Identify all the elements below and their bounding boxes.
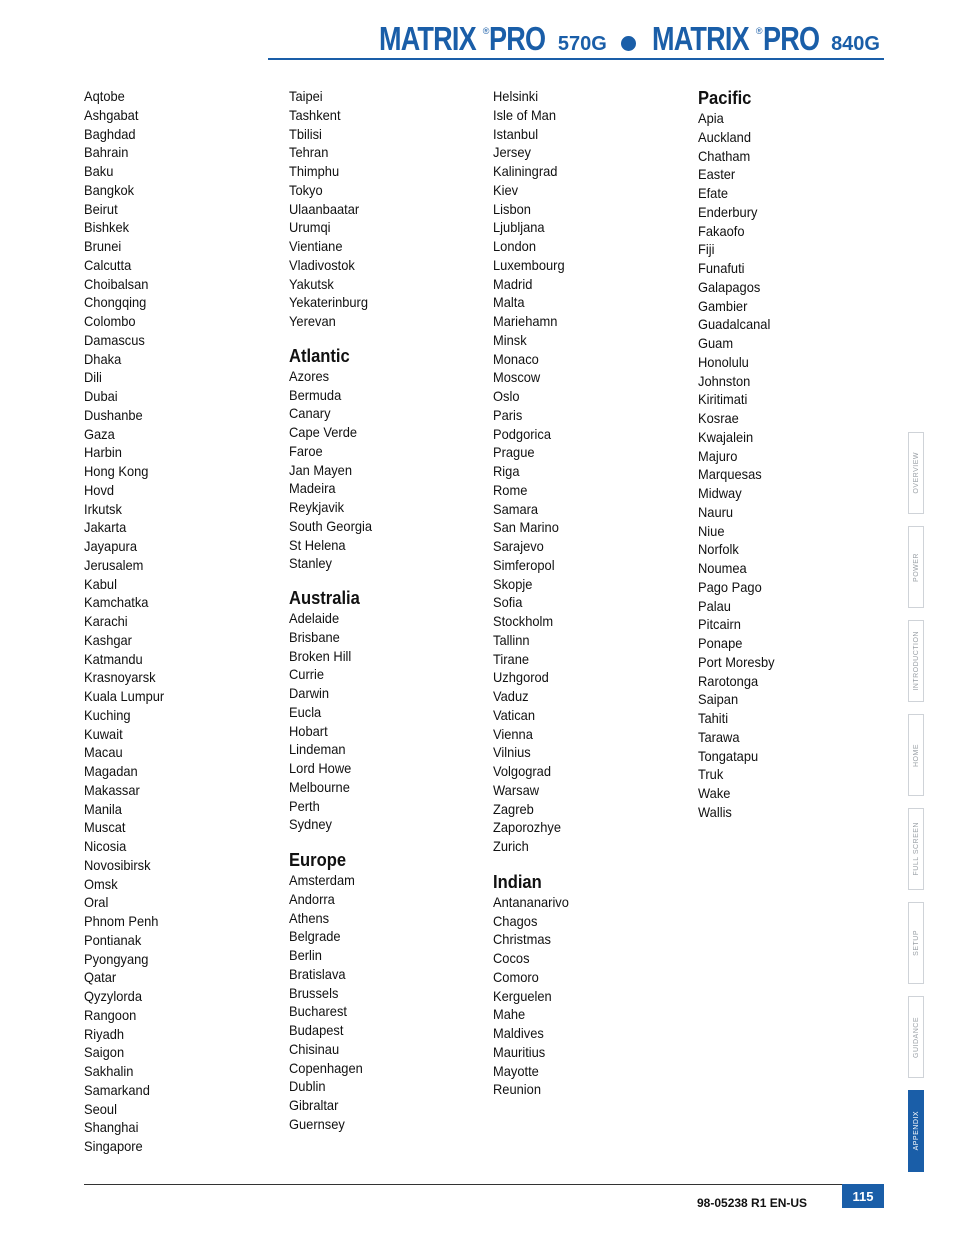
tab-full-screen[interactable] [908, 808, 924, 890]
bullet-icon [621, 36, 636, 51]
footer-divider [84, 1184, 884, 1185]
list-item: Taipei [289, 88, 323, 104]
list-item: Efate [698, 185, 729, 201]
list-item: Manila [84, 800, 122, 817]
list-item: Sydney [289, 816, 332, 833]
list-item: Thimphu [289, 163, 340, 179]
page-header [268, 18, 884, 60]
list-item: Tbilisi [289, 125, 322, 142]
list-item: Wallis [698, 803, 732, 820]
tab-label: SETUP [912, 930, 920, 956]
list-item: Enderbury [698, 203, 758, 220]
list-item: Sarajevo [493, 538, 544, 554]
list-item: Cape Verde [289, 424, 358, 440]
list-item: Kwajalein [698, 428, 754, 445]
list-item: Port Moresby [698, 653, 775, 670]
list-item: Bucharest [289, 1003, 348, 1020]
list-item: Nauru [698, 503, 734, 520]
list-item: Dushanbe [84, 406, 143, 423]
list-item: Marquesas [698, 466, 762, 483]
list-item: Noumea [698, 560, 747, 576]
list-item: Mauritius [493, 1043, 546, 1060]
list-item: Guernsey [289, 1115, 345, 1132]
list-item: Mayotte [493, 1062, 539, 1079]
list-item: Chisinau [289, 1040, 340, 1057]
list-item: Vaduz [493, 688, 529, 704]
list-item: Galapagos [698, 278, 761, 295]
list-item: Karachi [84, 613, 128, 629]
list-item: Gaza [84, 425, 115, 442]
list-item: Eucla [289, 703, 322, 720]
list-item: Urumqi [289, 219, 331, 236]
section-heading-pacific: Pacific [698, 88, 752, 108]
list-item: Muscat [84, 819, 126, 836]
list-item: Bahrain [84, 144, 129, 161]
list-item: Jersey [493, 144, 531, 161]
list-item: Luxembourg [493, 256, 565, 273]
list-item: Bratislava [289, 965, 346, 982]
list-item: Bishkek [84, 219, 130, 236]
list-item: Jerusalem [84, 556, 144, 573]
list-item: Fakaofo [698, 222, 745, 239]
list-item: Palau [698, 597, 731, 614]
list-item: Beirut [84, 200, 118, 217]
list-item: Kosrae [698, 410, 739, 426]
column-4 [698, 87, 898, 822]
list-item: Tehran [289, 144, 329, 161]
list-item: Sofia [493, 594, 523, 611]
list-item: Oral [84, 894, 109, 911]
list-item: Perth [289, 797, 320, 814]
list-item: Brunei [84, 238, 122, 254]
list-item: Vienna [493, 725, 533, 742]
list-item: Dubai [84, 388, 118, 404]
list-item: Tallinn [493, 631, 530, 648]
list-item: Jakarta [84, 519, 127, 536]
list-item: Kuwait [84, 725, 123, 742]
list-item: Brisbane [289, 628, 340, 645]
list-item: Oslo [493, 388, 520, 404]
list-item: Broken Hill [289, 647, 352, 664]
brand-logo: MATRIX ®PRO 570G MATRIX ®PRO 840G [378, 20, 880, 57]
list-item: Mahe [493, 1006, 526, 1023]
list-item: Aqtobe [84, 88, 125, 104]
section-heading-europe: Europe [289, 850, 347, 870]
list-item: Easter [698, 166, 736, 183]
list-item: Tokyo [289, 181, 323, 198]
list-item: Dili [84, 369, 102, 386]
tab-label: APPENDIX [912, 1111, 920, 1151]
list-item: Budapest [289, 1022, 344, 1038]
list-item: Saipan [698, 691, 739, 708]
list-item: Hong Kong [84, 463, 149, 479]
list-item: Gambier [698, 297, 748, 314]
list-item: Monaco [493, 350, 539, 367]
list-item: Magadan [84, 763, 138, 779]
list-item: Pontianak [84, 931, 142, 948]
list-item: Ljubljana [493, 219, 545, 236]
list-item: Jayapura [84, 538, 137, 554]
list-item: Pago Pago [698, 578, 762, 595]
list-item: Qyzylorda [84, 988, 142, 1004]
list-item: Saigon [84, 1044, 125, 1061]
list-item: Uzhgorod [493, 669, 549, 686]
list-item: Seoul [84, 1100, 117, 1117]
list-item: St Helena [289, 536, 346, 553]
list-item: Mariehamn [493, 313, 558, 329]
list-item: Apia [698, 110, 724, 126]
list-item: Yekaterinburg [289, 294, 369, 311]
list-item: Tashkent [289, 106, 341, 123]
list-item: Nicosia [84, 838, 127, 854]
tab-label: OVERVIEW [912, 452, 920, 494]
list-item: Helsinki [493, 88, 539, 104]
tab-guidance[interactable] [908, 996, 924, 1078]
list-item: Shanghai [84, 1119, 139, 1136]
list-item: Stanley [289, 555, 332, 572]
list-item: Niue [698, 522, 725, 539]
list-item: Kabul [84, 575, 117, 592]
list-item: Moscow [493, 369, 541, 386]
list-item: Novosibirsk [84, 856, 151, 873]
list-item: Tahiti [698, 710, 729, 726]
list-item: Kamchatka [84, 594, 149, 611]
list-item: Kerguelen [493, 987, 552, 1004]
list-item: Malta [493, 294, 525, 311]
list-item: Yakutsk [289, 275, 334, 292]
column-3 [493, 87, 693, 1099]
list-item: Reunion [493, 1081, 541, 1098]
list-item: Paris [493, 406, 523, 423]
list-item: Kuala Lumpur [84, 688, 165, 704]
list-item: Kuching [84, 706, 131, 723]
list-item: Guam [698, 335, 734, 351]
list-item: Madeira [289, 480, 336, 497]
list-item: Vladivostok [289, 256, 355, 273]
list-item: Kiev [493, 181, 519, 198]
list-item: Comoro [493, 968, 539, 985]
list-item: Harbin [84, 444, 122, 461]
list-item: Bangkok [84, 181, 135, 198]
list-item: Cocos [493, 950, 530, 966]
list-item: Istanbul [493, 125, 539, 142]
list-item: Calcutta [84, 256, 132, 273]
list-item: Copenhagen [289, 1059, 363, 1076]
tab-label: GUIDANCE [912, 1016, 920, 1058]
list-item: Athens [289, 909, 330, 926]
list-item: Zagreb [493, 800, 534, 817]
list-item: Baku [84, 163, 114, 179]
list-item: Tongatapu [698, 747, 759, 764]
list-item: Sakhalin [84, 1063, 134, 1079]
tab-label: FULL SCREEN [912, 822, 920, 876]
list-item: Ponape [698, 635, 743, 651]
list-item: Melbourne [289, 778, 350, 795]
list-item: Canary [289, 405, 331, 422]
list-item: Rarotonga [698, 672, 759, 689]
list-item: Rome [493, 481, 528, 498]
list-item: Yerevan [289, 313, 336, 329]
list-item: Podgorica [493, 425, 552, 442]
list-item: Omsk [84, 875, 118, 892]
list-item: Faroe [289, 442, 323, 459]
list-item: Dublin [289, 1078, 326, 1095]
column-2 [289, 87, 489, 1134]
tab-home[interactable] [908, 714, 924, 796]
list-item: Isle of Man [493, 106, 557, 123]
list-item: Norfolk [698, 541, 739, 558]
list-item: Currie [289, 666, 325, 683]
list-item: Baghdad [84, 125, 136, 142]
list-item: Azores [289, 367, 330, 384]
list-item: Antananarivo [493, 893, 569, 910]
list-item: Tarawa [698, 728, 740, 745]
list-item: Volgograd [493, 763, 552, 779]
list-item: Zurich [493, 838, 529, 854]
brand-right-pro: PRO [762, 20, 819, 57]
list-item: South Georgia [289, 517, 373, 534]
list-item: Gibraltar [289, 1097, 339, 1113]
list-item: Simferopol [493, 556, 555, 573]
column-asia [84, 87, 284, 1156]
list-item: Madrid [493, 275, 533, 292]
list-item: Irkutsk [84, 500, 122, 517]
list-item: Skopje [493, 575, 533, 592]
list-item: Maldives [493, 1025, 544, 1041]
list-item: Riga [493, 463, 520, 479]
list-item: Stockholm [493, 613, 554, 629]
list-item: Rangoon [84, 1006, 137, 1023]
list-item: Kaliningrad [493, 163, 558, 179]
list-item: Lord Howe [289, 760, 352, 776]
list-item: Darwin [289, 685, 330, 701]
list-item: Kashgar [84, 631, 132, 648]
list-item: Choibalsan [84, 275, 149, 292]
list-item: Katmandu [84, 650, 143, 667]
list-item: London [493, 238, 536, 254]
list-item: Makassar [84, 781, 140, 798]
page-number: 115 [842, 1184, 884, 1208]
list-item: Belgrade [289, 928, 341, 945]
list-item: Vatican [493, 706, 536, 723]
list-item: Lindeman [289, 741, 346, 758]
list-item: Dhaka [84, 350, 122, 367]
tab-label: POWER [912, 552, 920, 582]
list-item: Funafuti [698, 260, 745, 276]
tab-label: INTRODUCTION [912, 631, 920, 691]
list-item: Berlin [289, 947, 322, 963]
list-item: Hobart [289, 722, 328, 739]
list-item: Colombo [84, 313, 136, 329]
tab-appendix[interactable] [908, 1090, 924, 1172]
list-item: Andorra [289, 890, 335, 907]
tab-power[interactable] [908, 526, 924, 608]
list-item: Hovd [84, 481, 115, 498]
list-item: Damascus [84, 331, 145, 348]
list-item: Prague [493, 444, 535, 461]
list-item: Warsaw [493, 781, 540, 798]
section-heading-indian: Indian [493, 871, 542, 892]
list-item: Phnom Penh [84, 913, 159, 929]
list-item: Vilnius [493, 744, 531, 761]
tab-overview[interactable] [908, 432, 924, 514]
brand-right-model: 840G [831, 33, 880, 55]
list-item: Qatar [84, 969, 117, 986]
list-item: Auckland [698, 128, 751, 145]
list-item: Ashgabat [84, 106, 139, 123]
list-item: Brussels [289, 984, 339, 1001]
list-item: Amsterdam [289, 872, 355, 888]
list-item: Chongqing [84, 294, 147, 311]
list-item: Samarkand [84, 1081, 150, 1098]
list-item: Majuro [698, 447, 738, 464]
list-item: Samara [493, 500, 539, 517]
list-item: Tirane [493, 650, 530, 667]
list-item: Adelaide [289, 610, 340, 626]
list-item: Lisbon [493, 200, 531, 217]
list-item: Chagos [493, 912, 538, 929]
list-item: Krasnoyarsk [84, 669, 156, 686]
list-item: Minsk [493, 331, 527, 348]
list-item: Chatham [698, 147, 751, 164]
tab-introduction[interactable] [908, 620, 924, 702]
list-item: Wake [698, 785, 731, 801]
list-item: Honolulu [698, 353, 749, 370]
brand-left-name: MATRIX [378, 20, 476, 57]
list-item: Fiji [698, 241, 715, 258]
list-item: Vientiane [289, 238, 343, 254]
list-item: Reykjavik [289, 499, 345, 515]
brand-right-name: MATRIX [651, 20, 749, 57]
tab-label: HOME [912, 743, 920, 767]
list-item: Riyadh [84, 1025, 125, 1042]
list-item: Singapore [84, 1138, 143, 1154]
list-item: Midway [698, 485, 742, 501]
list-item: Jan Mayen [289, 461, 353, 478]
tab-setup[interactable] [908, 902, 924, 984]
list-item: Bermuda [289, 386, 342, 403]
section-heading-australia: Australia [289, 588, 360, 608]
list-item: Guadalcanal [698, 316, 771, 333]
list-item: Truk [698, 766, 724, 783]
brand-left-model: 570G [557, 33, 607, 55]
list-item: Christmas [493, 931, 551, 948]
list-item: Pyongyang [84, 950, 149, 967]
document-number: 98-05238 R1 EN-US [697, 1196, 808, 1210]
list-item: Zaporozhye [493, 819, 562, 836]
list-item: Kiritimati [698, 391, 748, 408]
list-item: Johnston [698, 372, 751, 389]
section-heading-atlantic: Atlantic [289, 345, 350, 366]
list-item: Pitcairn [698, 616, 741, 633]
list-item: Ulaanbaatar [289, 200, 360, 217]
list-item: San Marino [493, 519, 559, 536]
list-item: Macau [84, 744, 123, 761]
brand-left-pro: PRO [489, 20, 546, 57]
